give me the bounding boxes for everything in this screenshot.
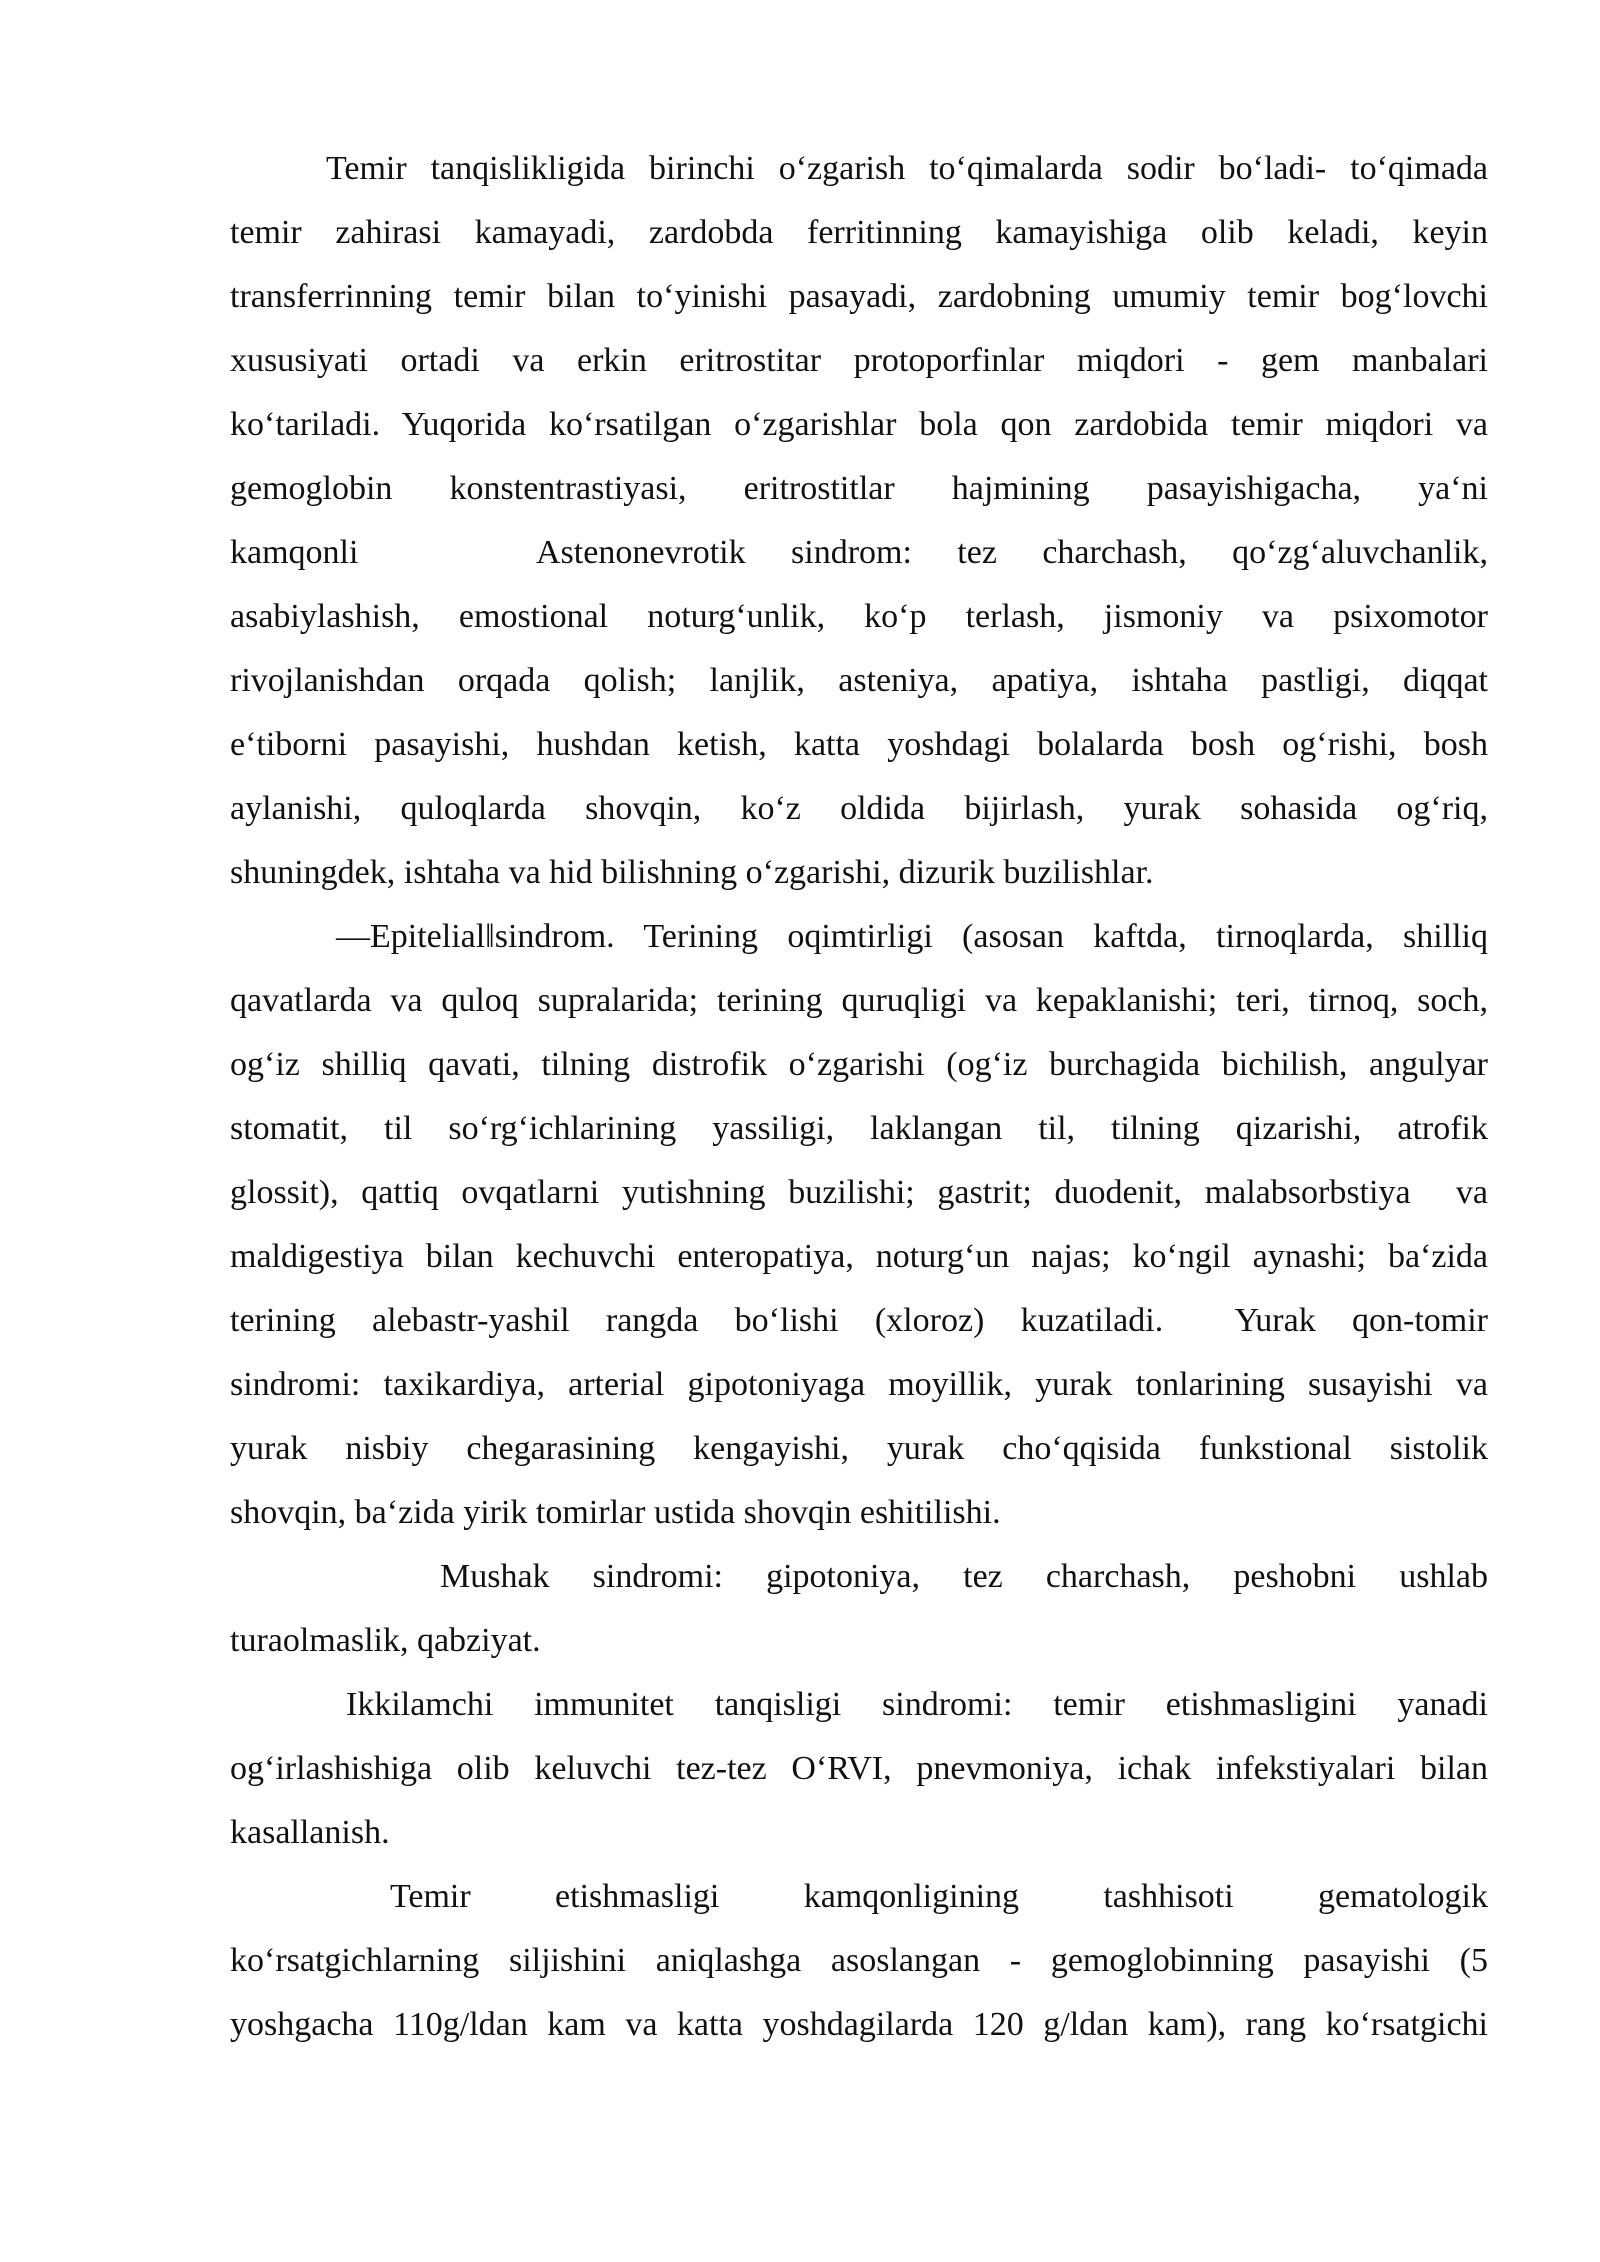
text-line-3: transferrinning temir bilan to‘yinishi pasayadi, zardobning umumiy temir bog‘lovchi: [230, 278, 1488, 315]
text-line-21: yurak nisbiy chegarasining kengayishi, yurak cho‘qqisida funkstional sistolik: [230, 1430, 1488, 1467]
text-line-18: maldigestiya bilan kechuvchi enteropatiya, noturg‘un najas; ko‘ngil aynashi; ba‘zida: [230, 1238, 1488, 1275]
text-line-28: Temir etishmasligi kamqonligining tashhisoti gematologik: [390, 1878, 1488, 1915]
text-line-25: Ikkilamchi immunitet tanqisligi sindromi: temir etishmasligini yanadi: [346, 1686, 1488, 1723]
text-line-23: Mushak sindromi: gipotoniya, tez charchash, peshobni ushlab: [440, 1558, 1488, 1595]
text-line-6: gemoglobin konstentrastiyasi, eritrostitlar hajmining pasayishigacha, ya‘ni: [230, 470, 1488, 507]
text-line-26: og‘irlashishiga olib keluvchi tez-tez O‘RVI, pnevmoniya, ichak infekstiyalari bilan: [230, 1750, 1488, 1787]
text-line-17: glossit), qattiq ovqatlarni yutishning buzilishi; gastrit; duodenit, malabsorbstiya va: [230, 1174, 1488, 1211]
text-line-11: aylanishi, quloqlarda shovqin, ko‘z oldida bijirlash, yurak sohasida og‘riq,: [230, 790, 1488, 827]
text-line-7a: kamqonli: [230, 534, 359, 571]
text-line-29: ko‘rsatgichlarning siljishini aniqlashga asoslangan - gemoglobinning pasayishi (5: [230, 1942, 1488, 1979]
text-line-9: rivojlanishdan orqada qolish; lanjlik, asteniya, apatiya, ishtaha pastligi, diqqat: [230, 662, 1488, 699]
text-line-12: shuningdek, ishtaha va hid bilishning o‘zgarishi, dizurik buzilishlar.: [230, 854, 1154, 891]
text-line-2: temir zahirasi kamayadi, zardobda ferritinning kamayishiga olib keladi, keyin: [230, 214, 1488, 251]
text-line-8: asabiylashish, emostional noturg‘unlik, ko‘p terlash, jismoniy va psixomotor: [230, 598, 1488, 635]
text-line-30: yoshgacha 110g/ldan kam va katta yoshdagilarda 120 g/ldan kam), rang ko‘rsatgichi: [230, 2006, 1488, 2043]
text-line-15: og‘iz shilliq qavati, tilning distrofik o‘zgarishi (og‘iz burchagida bichilish, angulyar: [230, 1046, 1488, 1083]
text-line-24: turaolmaslik, qabziyat.: [230, 1622, 541, 1659]
text-line-27: kasallanish.: [230, 1814, 390, 1851]
text-line-16: stomatit, til so‘rg‘ichlarining yassiligi, laklangan til, tilning qizarishi, atrofik: [230, 1110, 1488, 1147]
text-line-5: ko‘tariladi. Yuqorida ko‘rsatilgan o‘zgarishlar bola qon zardobida temir miqdori va: [230, 406, 1488, 443]
text-line-1: Temir tanqislikligida birinchi o‘zgarish to‘qimalarda sodir bo‘ladi- to‘qimada: [326, 150, 1488, 187]
text-line-14: qavatlarda va quloq supralarida; terining quruqligi va kepaklanishi; teri, tirnoq, soch,: [230, 982, 1488, 1019]
text-line-7b: Astenonevrotik sindrom: tez charchash, qo‘zg‘aluvchanlik,: [536, 534, 1488, 571]
text-line-10: e‘tiborni pasayishi, hushdan ketish, katta yoshdagi bolalarda bosh og‘rishi, bosh: [230, 726, 1488, 763]
text-line-13: ―Epitelial‖sindrom. Terining oqimtirligi (asosan kaftda, tirnoqlarda, shilliq: [336, 918, 1488, 955]
text-line-20: sindromi: taxikardiya, arterial gipotoniyaga moyillik, yurak tonlarining susayishi va: [230, 1366, 1488, 1403]
text-line-4: xususiyati ortadi va erkin eritrostitar protoporfinlar miqdori - gem manbalari: [230, 342, 1488, 379]
text-line-19: terining alebastr-yashil rangda bo‘lishi (xloroz) kuzatiladi. Yurak qon-tomir: [230, 1302, 1488, 1339]
text-line-22: shovqin, ba‘zida yirik tomirlar ustida shovqin eshitilishi.: [230, 1494, 1001, 1531]
